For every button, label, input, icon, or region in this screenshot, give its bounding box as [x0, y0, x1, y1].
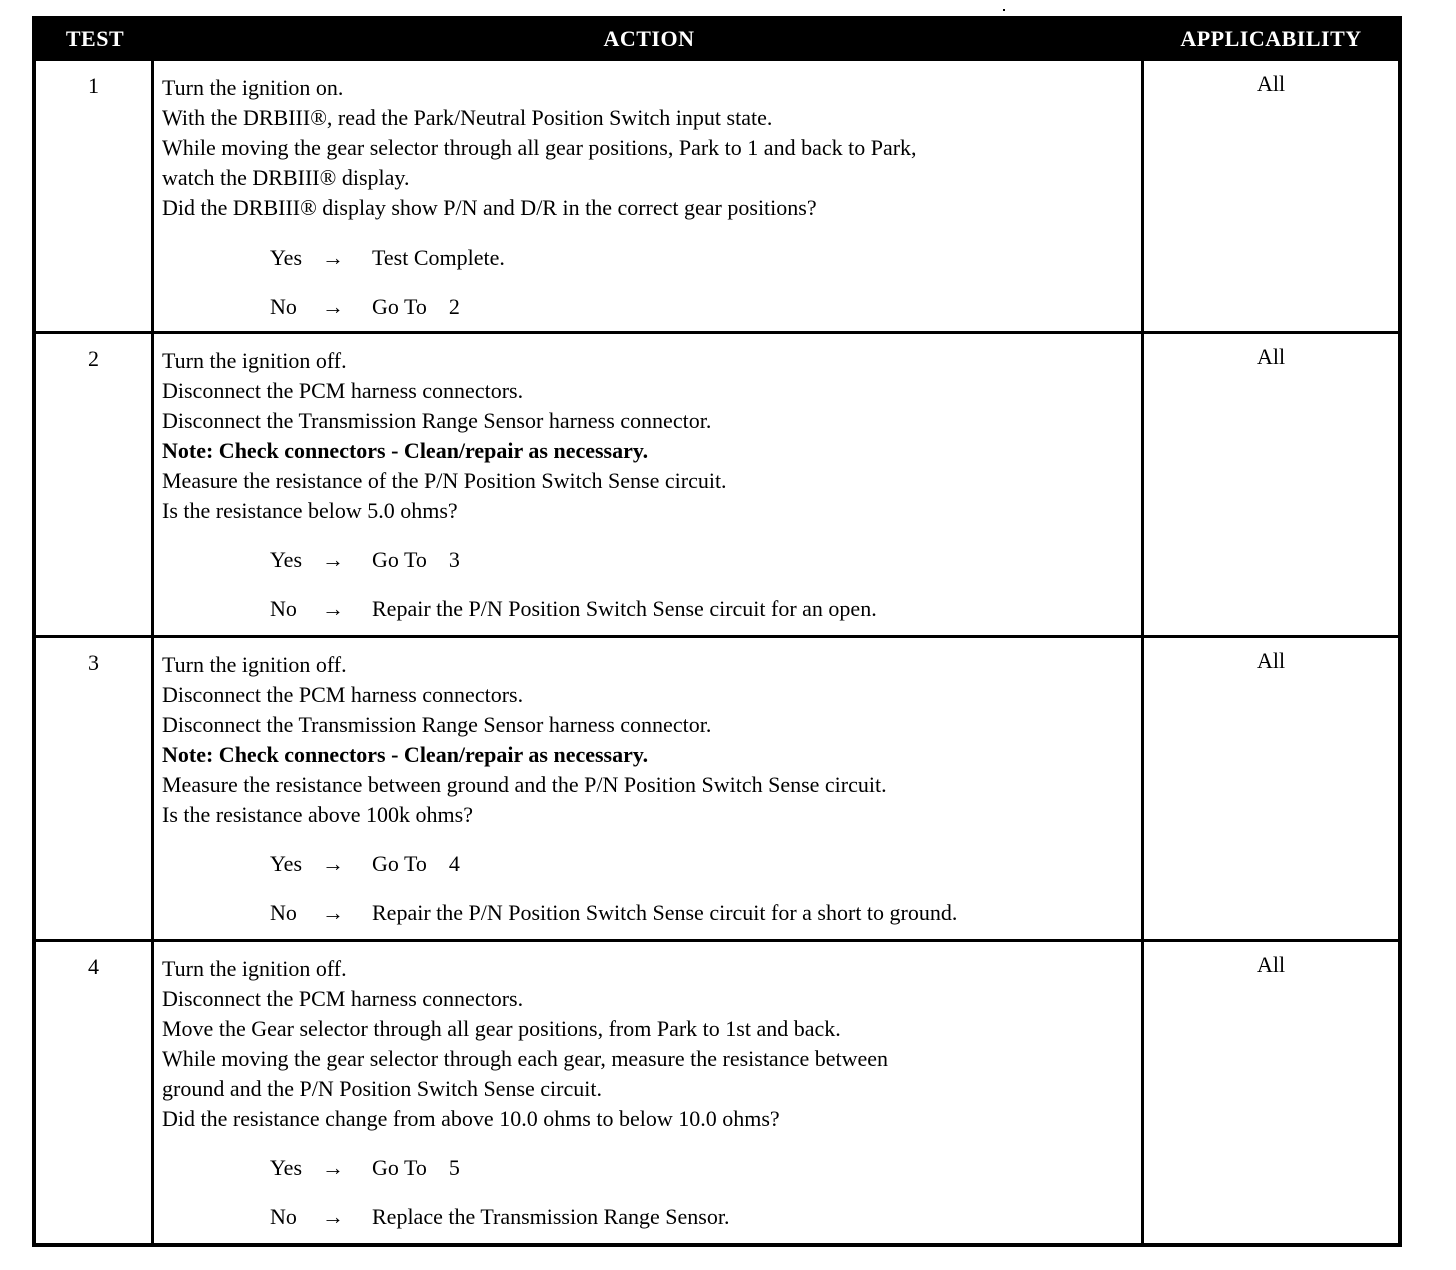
- no-answer: [270, 1202, 1133, 1232]
- arrow-right-icon: →: [322, 900, 344, 925]
- no-result: Replace the Transmission Range Sensor.: [372, 1204, 730, 1229]
- no-answer: [270, 594, 1133, 624]
- arrow-right-icon: →: [322, 596, 344, 621]
- yes-result: Test Complete.: [372, 245, 505, 270]
- action-line: Did the resistance change from above 10.0 ohms to below 10.0 ohms?: [162, 1106, 780, 1131]
- header-action: ACTION: [603, 26, 695, 51]
- action-line: Disconnect the PCM harness connectors.: [162, 986, 524, 1011]
- yes-label: Yes: [270, 851, 303, 876]
- note-line: Note: Check connectors - Clean/repair as necessary.: [162, 742, 649, 767]
- test-row: [36, 58, 1398, 331]
- action-line: Measure the resistance of the P/N Position Switch Sense circuit.: [162, 468, 727, 493]
- test-number: 3: [36, 638, 154, 939]
- arrow-right-icon: →: [322, 245, 344, 270]
- action-line: Turn the ignition off.: [162, 348, 347, 373]
- no-answer: [270, 292, 1133, 322]
- applicability-cell: All: [1256, 71, 1286, 96]
- action-line: Turn the ignition on.: [162, 75, 344, 100]
- action-line: Disconnect the Transmission Range Sensor harness connector.: [162, 408, 712, 433]
- action-cell: [154, 942, 1144, 1243]
- test-number: 4: [36, 942, 154, 1243]
- arrow-right-icon: →: [322, 547, 344, 572]
- header-applicability: APPLICABILITY: [1180, 26, 1362, 51]
- action-cell: [154, 334, 1144, 635]
- goto-test-number: 2: [448, 294, 460, 319]
- action-line: While moving the gear selector through each gear, measure the resistance between: [162, 1046, 889, 1071]
- action-cell: [154, 638, 1144, 939]
- action-line: Measure the resistance between ground and the P/N Position Switch Sense circuit.: [162, 772, 887, 797]
- scan-speck: [1003, 9, 1005, 11]
- yes-answer: [270, 849, 1133, 879]
- no-result: Go To: [372, 294, 427, 319]
- test-row: [36, 331, 1398, 635]
- action-line: Turn the ignition off.: [162, 652, 347, 677]
- diagnostic-table: [32, 16, 1402, 1247]
- arrow-right-icon: →: [322, 851, 344, 876]
- header-test: TEST: [65, 26, 125, 51]
- yes-result: Go To: [372, 547, 427, 572]
- no-label: No: [270, 900, 297, 925]
- test-row: [36, 939, 1398, 1243]
- arrow-right-icon: →: [322, 294, 344, 319]
- yes-answer: [270, 1153, 1133, 1183]
- test-number: 1: [36, 61, 154, 331]
- applicability-cell: All: [1256, 952, 1286, 977]
- table-header: [36, 20, 1398, 58]
- action-line: watch the DRBIII® display.: [162, 165, 410, 190]
- applicability-cell: All: [1256, 344, 1286, 369]
- action-line: Did the DRBIII® display show P/N and D/R in the correct gear positions?: [162, 195, 817, 220]
- no-label: No: [270, 294, 297, 319]
- yes-result: Go To: [372, 851, 427, 876]
- action-line: Disconnect the PCM harness connectors.: [162, 378, 524, 403]
- goto-test-number: 5: [448, 1155, 460, 1180]
- action-cell: [154, 61, 1144, 331]
- action-line: Turn the ignition off.: [162, 956, 347, 981]
- no-result: Repair the P/N Position Switch Sense circuit for an open.: [372, 596, 877, 621]
- action-line: Is the resistance above 100k ohms?: [162, 802, 473, 827]
- action-line: Disconnect the Transmission Range Sensor harness connector.: [162, 712, 712, 737]
- action-line: While moving the gear selector through all gear positions, Park to 1 and back to Park,: [162, 135, 917, 160]
- yes-label: Yes: [270, 245, 303, 270]
- no-result: Repair the P/N Position Switch Sense circuit for a short to ground.: [372, 900, 958, 925]
- action-line: Is the resistance below 5.0 ohms?: [162, 498, 458, 523]
- note-line: Note: Check connectors - Clean/repair as necessary.: [162, 438, 649, 463]
- action-line: ground and the P/N Position Switch Sense circuit.: [162, 1076, 602, 1101]
- applicability-cell: All: [1256, 648, 1286, 673]
- arrow-right-icon: →: [322, 1204, 344, 1229]
- action-line: Disconnect the PCM harness connectors.: [162, 682, 524, 707]
- goto-test-number: 4: [448, 851, 460, 876]
- no-label: No: [270, 596, 297, 621]
- no-label: No: [270, 1204, 297, 1229]
- yes-label: Yes: [270, 1155, 303, 1180]
- yes-answer: [270, 545, 1133, 575]
- action-line: With the DRBIII®, read the Park/Neutral Position Switch input state.: [162, 105, 773, 130]
- yes-label: Yes: [270, 547, 303, 572]
- yes-answer: [270, 243, 1133, 273]
- no-answer: [270, 898, 1133, 928]
- goto-test-number: 3: [448, 547, 460, 572]
- test-row: [36, 635, 1398, 939]
- action-line: Move the Gear selector through all gear positions, from Park to 1st and back.: [162, 1016, 841, 1041]
- arrow-right-icon: →: [322, 1155, 344, 1180]
- test-number: 2: [36, 334, 154, 635]
- yes-result: Go To: [372, 1155, 427, 1180]
